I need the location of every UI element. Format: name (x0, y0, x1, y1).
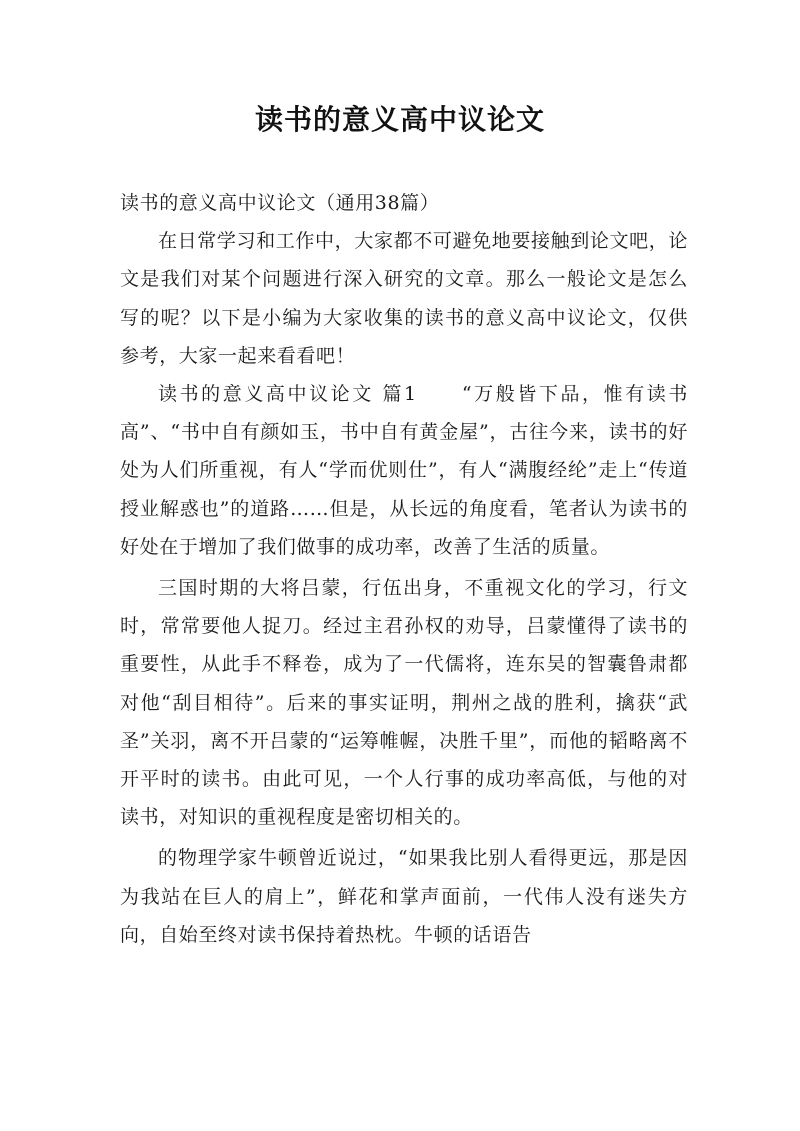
document-body (120, 184, 688, 954)
document-title: 读书的意义高中议论文 (254, 103, 545, 136)
paragraph-lumeng: 三国时期的大将吕蒙，行伍出身，不重视文化的学习，行文时，常常要他人捉刀。经过主君孙权的劝导，吕蒙懂得了读书的重要性，从此手不释卷，成为了一代儒将，连东吴的智囊鲁肃都对他“刮目相待”。后来的事实证明，荆州之战的胜利，擒获“武圣”关羽，离不开吕蒙的“运筹帷幄，决胜千里”，而他的韬略离不开平时的读书。由此可见，一个人行事的成功率高低，与他的对读书，对知识的重视程度是密切相关的。 (120, 577, 688, 829)
paragraph-newton: 的物理学家牛顿曾近说过，“如果我比别人看得更远，那是因为我站在巨人的肩上”，鲜花和掌声面前，一代伟人没有迷失方向，自始至终对读书保持着热枕。牛顿的话语告 (120, 847, 688, 946)
document-subtitle: 读书的意义高中议论文（通用38篇） (120, 192, 440, 214)
paragraph-essay-1: 读书的意义高中议论文 篇1 “万般皆下品，惟有读书高”、“书中自有颜如玉，书中自有黄金屋”，古往今来，读书的好处为人们所重视，有人“学而优则仕”，有人“满腹经纶”走上“传道授业解惑也”的道路……但是，从长远的角度看，笔者认为读书的好处在于增加了我们做事的成功率，改善了生活的质量。 (120, 383, 688, 558)
paragraph-intro: 在日常学习和工作中，大家都不可避免地要接触到论文吧，论文是我们对某个问题进行深入研究的文章。那么一般论文是怎么写的呢？以下是小编为大家收集的读书的意义高中议论文，仅供参考，大家一起来看看吧！ (120, 230, 688, 367)
